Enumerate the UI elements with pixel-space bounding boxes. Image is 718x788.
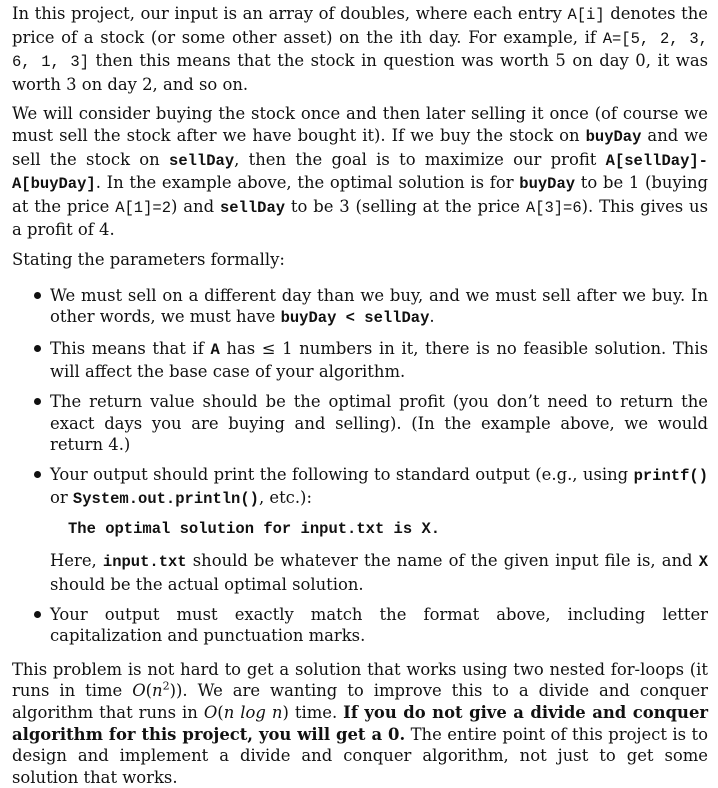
bullet-icon <box>34 611 41 618</box>
text-run: Here, <box>50 551 103 571</box>
text-run: This means that if <box>50 338 211 358</box>
math-exponent: 2 <box>162 679 170 693</box>
math-paren: ( <box>145 681 153 701</box>
bullet-icon <box>34 398 41 405</box>
text-run: should be the actual optimal solution. <box>50 575 364 595</box>
code-sellday: sellDay <box>169 151 235 170</box>
code-println: System.out.println() <box>72 490 259 509</box>
parameters-list <box>12 285 708 647</box>
text-run: time. <box>288 703 344 723</box>
code-input-file: input.txt <box>102 553 187 572</box>
text-run: We must sell on a different day than we buy, and we must sell after we buy. In other words, we must have <box>50 285 708 327</box>
bullet-icon <box>34 292 41 299</box>
list-item <box>12 464 708 596</box>
closing-paragraph <box>12 659 708 788</box>
text-run: ) and <box>171 196 220 216</box>
text-run: has ≤ 1 numbers in it, there is no feasible solution. This will affect the base case of your algorithm. <box>50 338 709 382</box>
text-run: In this project, our input is an array of doubles, where each entry <box>12 4 568 23</box>
text-run: should be whatever the name of the given input file is, and <box>186 551 699 571</box>
list-item <box>12 391 708 456</box>
text-run: or <box>50 488 73 508</box>
text-run: , etc.): <box>258 488 312 508</box>
bullet-icon <box>34 345 41 352</box>
math-big-o: O <box>132 681 146 701</box>
text-run: The return value should be the optimal profit (you don’t need to return the exact days you are buying and selling). (In the example above, we would return 4.) <box>50 391 708 455</box>
code-example-array: A=[5, 2, 3, 6, 1, 3] <box>12 29 708 72</box>
text-run: and we sell the stock on <box>12 125 708 169</box>
list-item <box>12 604 708 647</box>
text-run: . In the example above, the optimal solution is for <box>95 173 520 193</box>
text-run: The entire point of this project is to design and implement a divide and conquer algorithm, not just to get some solution that works. <box>12 724 708 787</box>
text-run: ). This gives us a profit of 4. <box>12 196 709 240</box>
bullet-icon <box>34 471 41 478</box>
text-run: Your output must exactly match the format above, including letter capitalization and punctuation marks. <box>50 604 708 646</box>
code-array-entry: A[i] <box>567 6 605 24</box>
text-run: . We are wanting to improve this to a divide and conquer algorithm that runs in <box>12 681 709 723</box>
math-paren: ) <box>282 703 289 723</box>
list-item <box>12 285 708 330</box>
code-buyday: buyDay <box>519 175 576 194</box>
code-profit-expression: A[sellDay]-A[buyDay] <box>12 151 708 194</box>
text-run: We will consider buying the stock once and then later selling it once (of course we must sell the stock after we have bought it). If we buy the stock on <box>12 104 708 145</box>
math-n-log-n: n log n <box>223 703 283 723</box>
text-run: . <box>429 307 435 327</box>
parameters-heading: Stating the parameters formally: <box>12 249 285 269</box>
problem-paragraph <box>12 103 708 241</box>
list-item <box>12 338 708 383</box>
text-run: denotes the price of a stock (or some other asset) on the ith day. For example, if <box>12 4 708 47</box>
intro-paragraph <box>12 3 708 95</box>
math-paren: ( <box>217 703 224 723</box>
code-buyday: buyDay <box>585 127 642 146</box>
code-sellday: sellDay <box>219 198 286 217</box>
text-run: to be 1 (buying at the price <box>12 173 708 216</box>
code-inequality: buyDay < sellDay <box>280 309 430 328</box>
code-buy-price: A[1]=2 <box>115 198 172 217</box>
math-big-o: O <box>203 703 218 723</box>
text-run: then this means that the stock in question was worth 5 on day 0, it was worth 3 on day 2, and so on. <box>12 51 708 94</box>
text-run: This problem is not hard to get a solution that works using two nested for-loops (it runs in time <box>12 659 708 701</box>
grading-warning: If you do not give a divide and conquer algorithm for this project, you will get a 0. <box>12 703 709 744</box>
text-run: to be 3 (selling at the price <box>285 196 526 216</box>
math-paren: )) <box>169 681 183 701</box>
output-format-code: The optimal solution for input.txt is X. <box>68 519 441 538</box>
text-run: Your output should print the following to standard output (e.g., using <box>50 464 634 484</box>
code-printf: printf() <box>633 466 708 485</box>
code-sell-price: A[3]=6 <box>525 198 582 217</box>
text-run: , then the goal is to maximize our profit <box>234 149 606 169</box>
code-x: X <box>698 553 708 572</box>
code-array-name: A <box>210 340 220 359</box>
math-n: n <box>152 681 163 701</box>
